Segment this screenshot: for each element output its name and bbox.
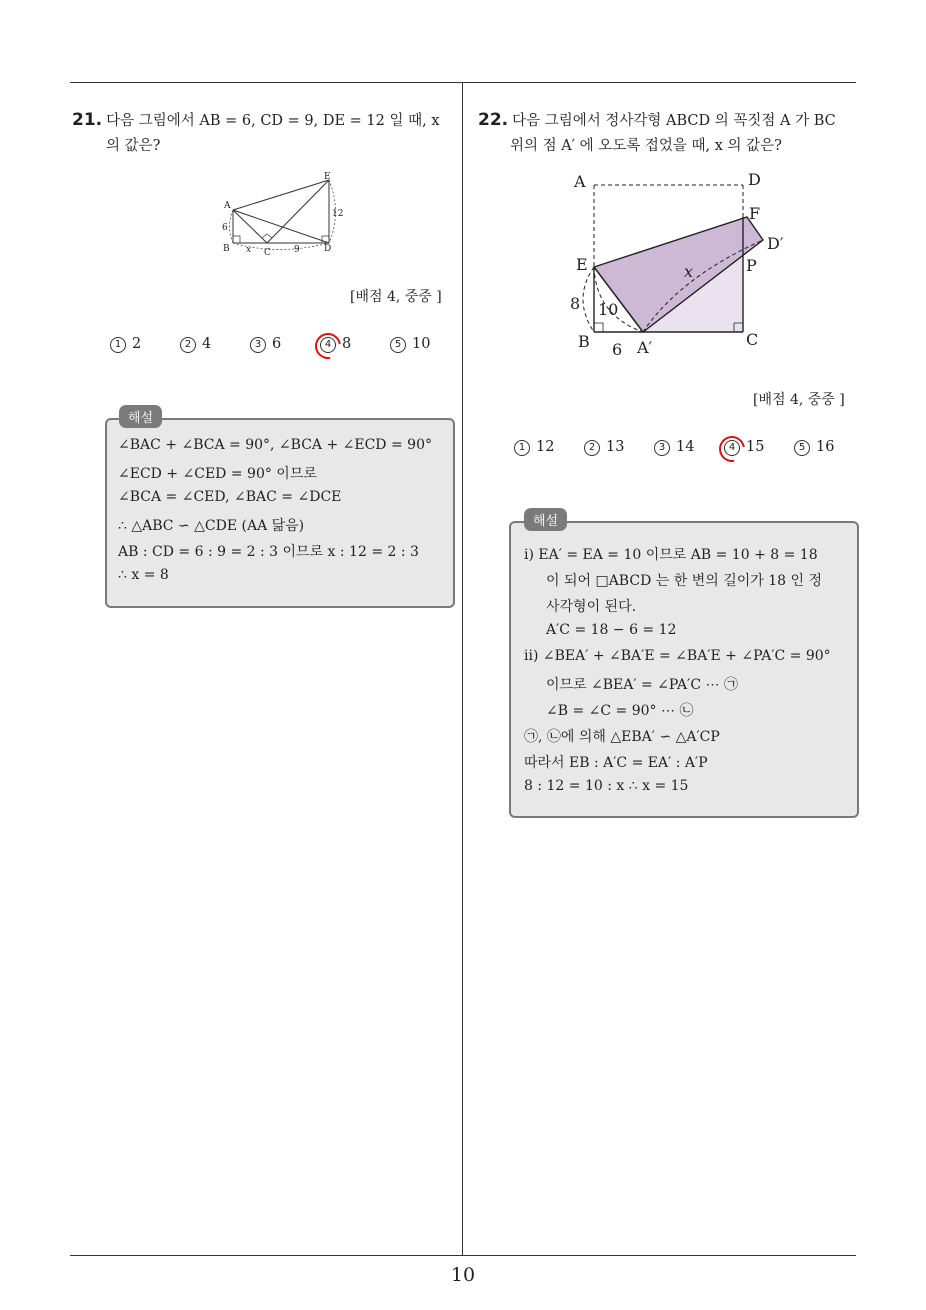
choice-number-5: 5 <box>390 337 406 353</box>
q21-label-12: 12 <box>332 209 343 219</box>
bottom-rule <box>70 1255 856 1256</box>
q22-sol-line-6: 이므로 ∠BEA′ = ∠PA′C ⋯ ㉠ <box>546 677 738 693</box>
q21-label-D: D <box>324 244 332 254</box>
choice-number-3: 3 <box>250 337 266 353</box>
q21-sol-line-3: ∠BCA = ∠CED, ∠BAC = ∠DCE <box>118 489 342 505</box>
q22-score: [배점 4, 중중 ] <box>753 392 845 408</box>
q21-choice-2[interactable]: 2 4 <box>180 336 211 353</box>
choice-number-1: 1 <box>110 337 126 353</box>
q22-choice-5[interactable]: 5 16 <box>794 439 834 456</box>
q22-label-D: D <box>748 170 761 189</box>
choice-number-4: 4 <box>320 337 336 353</box>
q21-label-6: 6 <box>222 223 228 233</box>
q22-label-10: 10 <box>598 300 619 319</box>
column-divider <box>462 82 463 1256</box>
q21-sol-line-2: ∠ECD + ∠CED = 90° 이므로 <box>118 466 317 482</box>
q22-answer-mark <box>714 431 750 467</box>
q21-sol-line-5: AB : CD = 6 : 9 = 2 : 3 이므로 x : 12 = 2 : 3 <box>118 544 419 560</box>
choice-number-3: 3 <box>654 440 670 456</box>
q22-sol-line-1: ⅰ) EA′ = EA = 10 이므로 AB = 10 + 8 = 18 <box>524 547 818 563</box>
q21-text <box>72 108 457 159</box>
q21-choice-5[interactable]: 5 10 <box>390 336 430 353</box>
q21-choice-4[interactable]: 4 8 <box>320 336 351 353</box>
q22-label-x: x <box>684 262 694 281</box>
choice-number-2: 2 <box>584 440 600 456</box>
q22-sol-line-8: ㉠, ㉡에 의해 △EBA′ ∽ △A′CP <box>524 729 720 745</box>
q22-line1: 22. 다음 그림에서 정사각형 ABCD 의 꼭짓점 A 가 BC <box>478 110 836 130</box>
q21-answer-mark <box>310 328 346 364</box>
q22-sol-line-7: ∠B = ∠C = 90° ⋯ ㉡ <box>546 703 694 719</box>
q22-sol-line-9: 따라서 EB : A′C = EA′ : A′P <box>524 755 708 771</box>
q22-sol-line-3: 사각형이 된다. <box>546 599 637 615</box>
top-rule <box>70 82 856 83</box>
q21-right-angle-C <box>262 234 272 238</box>
q21-sol-line-1: ∠BAC + ∠BCA = 90°, ∠BCA + ∠ECD = 90° <box>118 437 432 453</box>
q21-label-B: B <box>223 244 230 254</box>
q22-sol-line-2: 이 되어 □ABCD 는 한 변의 길이가 18 인 정 <box>546 573 822 589</box>
q21-line2: 의 값은? <box>106 138 161 154</box>
q22-label-8: 8 <box>570 294 581 313</box>
choice-number-4: 4 <box>724 440 740 456</box>
q21-line1: 21. 다음 그림에서 AB = 6, CD = 9, DE = 12 일 때, x <box>72 110 440 130</box>
q22-sol-line-5: ⅱ) ∠BEA′ + ∠BA′E = ∠BA′E + ∠PA′C = 90° <box>524 648 831 664</box>
q22-number: 22. <box>478 110 509 130</box>
q21-figure <box>218 170 343 260</box>
q21-right-angle-B <box>233 236 240 243</box>
q21-line-AD <box>233 210 329 243</box>
choice-number-2: 2 <box>180 337 196 353</box>
q21-label-C: C <box>264 248 271 258</box>
q22-line2: 위의 점 A′ 에 오도록 접었을 때, x 의 값은? <box>510 138 782 154</box>
q22-choice-2[interactable]: 2 13 <box>584 439 624 456</box>
q21-solution-tag: 해설 <box>119 405 162 428</box>
q22-label-F: F <box>749 204 761 223</box>
q22-label-Dp: D′ <box>767 234 784 253</box>
q22-solution-tag: 해설 <box>524 508 567 531</box>
q22-figure <box>560 165 800 365</box>
q22-choice-4[interactable]: 4 15 <box>724 439 764 456</box>
q22-solution-box <box>509 521 859 818</box>
q22-sol-line-10: 8 : 12 = 10 : x ∴ x = 15 <box>524 778 689 794</box>
q22-label-B: B <box>578 332 590 351</box>
q21-sol-line-4: ∴ △ABC ∽ △CDE (AA 닮음) <box>118 518 305 534</box>
q21-label-A: A <box>224 201 231 211</box>
q22-label-6: 6 <box>612 340 623 359</box>
choice-number-5: 5 <box>794 440 810 456</box>
q22-text <box>478 108 863 159</box>
q21-arc-6 <box>230 210 234 243</box>
q21-score: [배점 4, 중중 ] <box>350 289 442 305</box>
q21-choice-1[interactable]: 1 2 <box>110 336 141 353</box>
q21-line-AC <box>233 210 267 243</box>
q21-label-9: 9 <box>294 245 300 255</box>
q22-choice-3[interactable]: 3 14 <box>654 439 694 456</box>
q22-arc-8 <box>583 267 594 332</box>
q22-right-angle-B <box>594 323 603 332</box>
q22-label-C: C <box>746 330 759 349</box>
page-number: 10 <box>450 1264 476 1286</box>
q21-choice-3[interactable]: 3 6 <box>250 336 281 353</box>
q22-label-Ap: A′ <box>637 338 653 357</box>
q22-label-P: P <box>746 256 757 275</box>
q22-sol-line-4: A′C = 18 − 6 = 12 <box>546 622 677 638</box>
q22-label-E: E <box>576 255 588 274</box>
q22-choice-1[interactable]: 1 12 <box>514 439 554 456</box>
choice-number-1: 1 <box>514 440 530 456</box>
q21-label-E: E <box>324 172 331 182</box>
q21-label-x: x <box>246 245 252 255</box>
q21-sol-line-6: ∴ x = 8 <box>118 567 169 583</box>
q21-number: 21. <box>72 110 103 130</box>
q22-label-A: A <box>574 172 586 191</box>
